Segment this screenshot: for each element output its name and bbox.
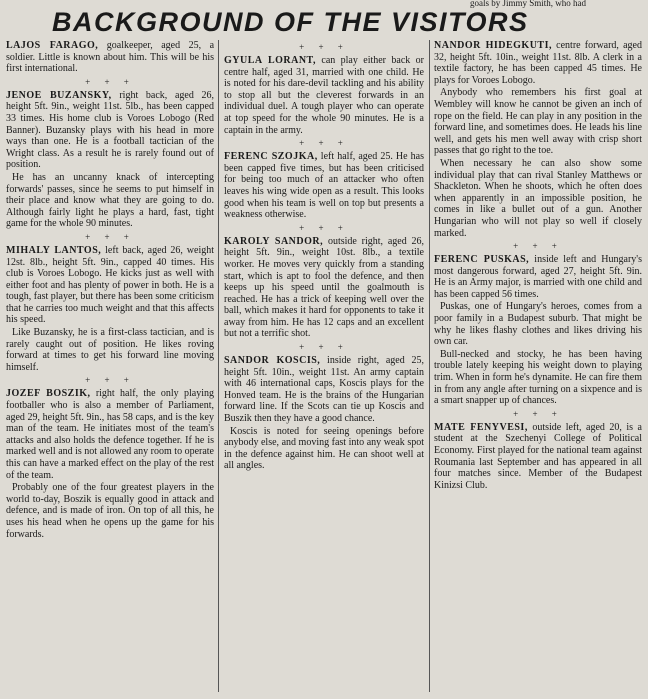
paragraph: He has an uncanny knack of intercepting forwards' passes, since he seems to put himself in their place and know what they are going to do. Although fairly light he plays a hard, fast, tight game for the whole 90 minutes. bbox=[6, 171, 214, 230]
separator-stars: + + + bbox=[299, 138, 349, 149]
player-text: goalkeeper, aged 25, a soldier. Little is known about him. This will be his first international. bbox=[6, 40, 214, 75]
player-text: inside left and Hungary's most dangerous forward, aged 27, height 5ft. 9in. He is an Army major, is married with one child and has been capped 56 times. bbox=[434, 254, 642, 300]
player-name: SANDOR KOSCIS, bbox=[224, 355, 321, 367]
paragraph: Koscis is noted for seeing openings before anybody else, and moving fast into any weak spot in the defence against him. He can shoot well at all angles. bbox=[224, 425, 424, 472]
player-name: FERENC SZOJKA, bbox=[224, 151, 318, 163]
column-3 bbox=[434, 40, 642, 692]
player-name: FERENC PUSKAS, bbox=[434, 254, 530, 266]
column-1 bbox=[6, 40, 214, 692]
player-entry-sandor bbox=[224, 236, 424, 340]
separator-stars: + + + bbox=[513, 408, 563, 419]
player-entry-boszik bbox=[6, 388, 214, 481]
player-text: can play either back or centre half, aged 31, married with one child. He is noted for his dare-devil tackling and his ability to stop all but the cleverest forwards in an individual duel. A tough player who can operate at top speed for the whole 90 minutes. He is a captain in the army. bbox=[224, 55, 424, 136]
player-text: outside right, aged 26, height 5ft. 9in., weight 10st. 8lb., a textile worker. He moves very quickly from a standing start, which is apt to fool the defence, and then keeps up his speed until the goalmouth is reached. He has a trick of keeping well over the ball, which makes it hard for opponents to take it away from him. He has 12 caps and an excellent but not a terrific shot. bbox=[224, 235, 424, 340]
page-title: BACKGROUND OF THE VISITORS bbox=[52, 7, 529, 37]
player-name: NANDOR HIDEGKUTI, bbox=[434, 40, 552, 51]
player-text: right back, aged 26, height 5ft. 9in., weight 11st. 5lb., has been capped 33 times. His home club is Voroes Lobogo (Red Banner). Buzansky plays with his head in more ways than one. He is a football tactician of the Wright class. As a result he is rarely found out of position. bbox=[6, 89, 214, 171]
player-entry-farago bbox=[6, 40, 214, 75]
separator-stars: + + + bbox=[299, 342, 349, 353]
separator-stars: + + + bbox=[85, 375, 135, 386]
corner-snippet: goals by Jimmy Smith, who had bbox=[470, 0, 587, 8]
paragraph: Probably one of the four greatest players in the world to-day, Boszik is equally good in attack and defence, and is made of iron. On top of all this, he uses his head when he opens up the game for his forwards. bbox=[6, 482, 214, 540]
paragraph: Like Buzansky, he is a first-class tactician, and is rarely caught out of position. He likes roving forward at times to get his forward line moving himself. bbox=[6, 327, 214, 373]
player-name: MATE FENYVESI, bbox=[434, 421, 528, 433]
player-entry-fenyvesi bbox=[434, 422, 642, 492]
column-2 bbox=[224, 40, 424, 692]
player-name: GYULA LORANT, bbox=[224, 55, 316, 66]
player-text: left half, aged 25. He has been capped five times, but has been criticised for being too much of an attacker who often leaves his wing wide open as a result. This looks good when his team is well on top but presents a weakness otherwise. bbox=[224, 151, 424, 221]
player-entry-szojka bbox=[224, 151, 424, 221]
separator-stars: + + + bbox=[85, 76, 135, 87]
separator-stars: + + + bbox=[513, 241, 563, 252]
player-text: centre forward, aged 32, height 5ft. 10in., weight 11st. 8lb. A clerk in a textile factory, he has been capped 45 times. He plays for Voroes Lobogo. bbox=[434, 40, 642, 86]
player-entry-koscis bbox=[224, 355, 424, 425]
player-name: LAJOS FARAGO, bbox=[6, 40, 99, 51]
column-divider-1 bbox=[218, 40, 219, 692]
paragraph: Anybody who remembers his first goal at Wembley will know he cannot be given an inch of rope on the field. He can play in any position in the forward line, and sometimes does. He leads his line well, and gets his men well away with crisp short passes that go right to the toe. bbox=[434, 87, 642, 157]
player-entry-lantos bbox=[6, 245, 214, 326]
separator-stars: + + + bbox=[299, 42, 349, 52]
player-name: KAROLY SANDOR, bbox=[224, 235, 324, 247]
paragraph: Bull-necked and stocky, he has been having trouble lately keeping his weight down to playing trim. When in form he's dynamite. He can fire them in from any angle after turning on a sixpence and is a smart snapper up of chances. bbox=[434, 348, 642, 407]
player-name: JENOE BUZANSKY, bbox=[6, 89, 112, 101]
separator-stars: + + + bbox=[85, 231, 135, 242]
player-text: left back, aged 26, weight 12st. 8lb., height 5ft. 9in., capped 40 times. His club is Voroes Lobogo. He kicks just as well with either foot and has plenty of power in both. He is a tough, fast player, but there has been some criticism that he carries too much weight and that this affects his speed. bbox=[6, 244, 214, 326]
player-name: MIHALY LANTOS, bbox=[6, 244, 102, 256]
player-name: JOZEF BOSZIK, bbox=[6, 388, 91, 400]
player-text: right half, the only playing footballer who is also a member of Parliament, aged 29, height 5ft. 9in., has 58 caps, and is the key man of the team. He initiates most of the team's attacks and also holds the defence together. If he is marked well and is not allowed any room to operate this can have a marked effect on the play of the rest of the team. bbox=[6, 388, 214, 481]
player-text: inside right, aged 25, height 5ft. 10in., weight 11st. An army captain with 46 international caps, Koscis plays for the Honved team. He is the brains of the Hungarian forward line. If the Scots can tie up Koscis and Buszik then they have a good chance. bbox=[224, 355, 424, 425]
player-text: outside left, aged 20, is a student at the Szechenyi College of Political Economy. First played for the national team against Roumania last September and has appeared in all four matches since. Member of the Budapest Kinizsi Club. bbox=[434, 421, 642, 491]
player-entry-lorant bbox=[224, 55, 424, 136]
column-divider-2 bbox=[429, 40, 430, 692]
paragraph: Puskas, one of Hungary's heroes, comes from a poor family in a Budapest suburb. That might be why he likes flashy clothes and likes driving his own car. bbox=[434, 301, 642, 348]
player-entry-buzansky bbox=[6, 90, 214, 171]
paragraph: When necessary he can also show some individual play that can rival Stanley Matthews or Shackleton. When he shoots, which he often does when apparently in an impossible position, he comes in like a bullet out of a gun. Another Hungarian who will not play so well if closely marked. bbox=[434, 157, 642, 239]
player-entry-hidegkuti bbox=[434, 40, 642, 86]
player-entry-puskas bbox=[434, 254, 642, 300]
separator-stars: + + + bbox=[299, 222, 349, 233]
